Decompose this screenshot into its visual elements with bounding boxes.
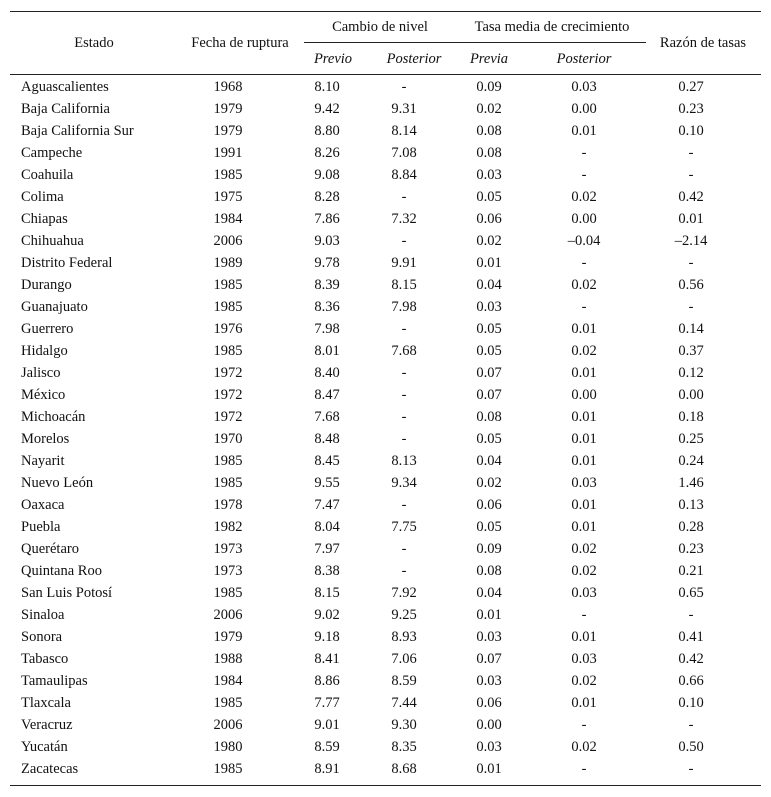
cell-tasa-posterior: 0.00 (571, 211, 597, 227)
cell-fecha-ruptura: 1968 (213, 79, 243, 95)
bottom-rule (10, 785, 761, 786)
cell-razon-tasas: 0.42 (678, 651, 704, 667)
cell-tasa-previa: 0.09 (476, 541, 502, 557)
cell-razon-tasas: - (688, 607, 694, 623)
cell-nivel-previo: 7.86 (314, 211, 340, 227)
cell-tasa-posterior: 0.02 (571, 343, 597, 359)
cell-tasa-previa: 0.05 (476, 189, 502, 205)
cell-nivel-previo: 8.39 (314, 277, 340, 293)
cell-razon-tasas: 0.42 (678, 189, 704, 205)
cell-nivel-previo: 7.77 (314, 695, 340, 711)
cell-estado: Veracruz (21, 717, 73, 733)
cell-nivel-previo: 9.02 (314, 607, 340, 623)
cell-nivel-posterior: 9.25 (391, 607, 417, 623)
cell-nivel-previo: 8.10 (314, 79, 340, 95)
cell-razon-tasas: 0.24 (678, 453, 704, 469)
cell-tasa-previa: 0.05 (476, 431, 502, 447)
cell-tasa-previa: 0.04 (476, 453, 502, 469)
cell-tasa-previa: 0.05 (476, 519, 502, 535)
cell-nivel-previo: 9.78 (314, 255, 340, 271)
cell-tasa-posterior: 0.01 (571, 409, 597, 425)
cell-estado: Oaxaca (21, 497, 65, 513)
cell-fecha-ruptura: 1972 (213, 387, 243, 403)
cell-nivel-previo: 8.86 (314, 673, 340, 689)
cell-nivel-previo: 7.98 (314, 321, 340, 337)
cell-estado: Aguascalientes (21, 79, 109, 95)
header-fecha-ruptura: Fecha de ruptura (191, 35, 289, 51)
cell-nivel-previo: 8.48 (314, 431, 340, 447)
cell-nivel-previo: 8.59 (314, 739, 340, 755)
subheader-previa: Previa (469, 51, 509, 67)
cell-tasa-posterior: 0.03 (571, 585, 597, 601)
cell-tasa-previa: 0.07 (476, 387, 502, 403)
cell-estado: Quintana Roo (21, 563, 102, 579)
cell-estado: Tabasco (21, 651, 69, 667)
cell-nivel-previo: 9.03 (314, 233, 340, 249)
cell-estado: Tamaulipas (21, 673, 88, 689)
group-rule-cambio (304, 42, 464, 43)
header-estado: Estado (74, 35, 114, 51)
cell-nivel-posterior: 7.44 (391, 695, 417, 711)
cell-estado: Michoacán (21, 409, 86, 425)
cell-nivel-previo: 9.42 (314, 101, 340, 117)
cell-fecha-ruptura: 1985 (213, 167, 243, 183)
cell-tasa-posterior: 0.03 (571, 79, 597, 95)
cell-nivel-posterior: - (401, 563, 407, 579)
cell-tasa-previa: 0.02 (476, 101, 502, 117)
cell-razon-tasas: 0.21 (678, 563, 704, 579)
cell-tasa-previa: 0.03 (476, 739, 502, 755)
cell-tasa-previa: 0.09 (476, 79, 502, 95)
cell-estado: Puebla (21, 519, 61, 535)
cell-fecha-ruptura: 1985 (213, 299, 243, 315)
cell-razon-tasas: 0.25 (678, 431, 704, 447)
cell-tasa-posterior: 0.02 (571, 189, 597, 205)
cell-fecha-ruptura: 1972 (213, 365, 243, 381)
cell-tasa-previa: 0.04 (476, 585, 502, 601)
cell-razon-tasas: 0.65 (678, 585, 704, 601)
cell-estado: Yucatán (21, 739, 68, 755)
cell-tasa-posterior: - (581, 145, 587, 161)
cell-nivel-posterior: 8.68 (391, 761, 417, 777)
cell-razon-tasas: 0.37 (678, 343, 704, 359)
cell-fecha-ruptura: 1985 (213, 277, 243, 293)
cell-nivel-posterior: 7.08 (391, 145, 417, 161)
cell-tasa-previa: 0.06 (476, 497, 502, 513)
cell-nivel-posterior: 9.31 (391, 101, 417, 117)
cell-tasa-previa: 0.01 (476, 607, 502, 623)
cell-razon-tasas: 0.50 (678, 739, 704, 755)
cell-nivel-previo: 8.15 (314, 585, 340, 601)
cell-fecha-ruptura: 1985 (213, 475, 243, 491)
cell-razon-tasas: 0.18 (678, 409, 704, 425)
cell-nivel-posterior: 8.84 (391, 167, 417, 183)
cell-tasa-previa: 0.07 (476, 365, 502, 381)
cell-nivel-previo: 8.38 (314, 563, 340, 579)
subheader-previo: Previo (313, 51, 353, 67)
cell-estado: Chiapas (21, 211, 68, 227)
cell-tasa-posterior: 0.02 (571, 739, 597, 755)
cell-tasa-posterior: 0.02 (571, 673, 597, 689)
cell-tasa-previa: 0.02 (476, 475, 502, 491)
subheader-posterior-nivel: Posterior (386, 51, 442, 67)
cell-estado: Campeche (21, 145, 83, 161)
cell-estado: Guanajuato (21, 299, 88, 315)
cell-tasa-posterior: 0.01 (571, 431, 597, 447)
cell-estado: Guerrero (21, 321, 74, 337)
cell-fecha-ruptura: 1970 (213, 431, 243, 447)
cell-tasa-posterior: - (581, 717, 587, 733)
cell-nivel-posterior: - (401, 431, 407, 447)
cell-nivel-previo: 9.55 (314, 475, 340, 491)
cell-tasa-posterior: - (581, 761, 587, 777)
cell-nivel-posterior: 8.13 (391, 453, 417, 469)
cell-fecha-ruptura: 2006 (213, 717, 243, 733)
cell-razon-tasas: - (688, 717, 694, 733)
cell-tasa-posterior: 0.02 (571, 541, 597, 557)
cell-tasa-posterior: 0.01 (571, 365, 597, 381)
cell-fecha-ruptura: 1985 (213, 695, 243, 711)
cell-tasa-posterior: 0.00 (571, 101, 597, 117)
cell-nivel-previo: 7.68 (314, 409, 340, 425)
cell-fecha-ruptura: 2006 (213, 607, 243, 623)
cell-estado: Jalisco (21, 365, 61, 381)
cell-razon-tasas: 0.41 (678, 629, 704, 645)
cell-nivel-posterior: 7.98 (391, 299, 417, 315)
subheader-posterior-tasa: Posterior (556, 51, 612, 67)
cell-razon-tasas: 0.12 (678, 365, 704, 381)
cell-fecha-ruptura: 1984 (213, 673, 243, 689)
cell-fecha-ruptura: 1973 (213, 541, 243, 557)
cell-nivel-posterior: 8.14 (391, 123, 417, 139)
cell-nivel-posterior: 9.30 (391, 717, 417, 733)
cell-razon-tasas: 0.27 (678, 79, 704, 95)
cell-tasa-posterior: 0.02 (571, 563, 597, 579)
cell-tasa-previa: 0.01 (476, 761, 502, 777)
cell-nivel-posterior: - (401, 365, 407, 381)
cell-tasa-previa: 0.03 (476, 673, 502, 689)
cell-tasa-previa: 0.04 (476, 277, 502, 293)
cell-nivel-posterior: - (401, 321, 407, 337)
cell-tasa-previa: 0.02 (476, 233, 502, 249)
cell-tasa-previa: 0.03 (476, 629, 502, 645)
cell-fecha-ruptura: 1985 (213, 453, 243, 469)
cell-tasa-posterior: - (581, 255, 587, 271)
cell-razon-tasas: 1.46 (678, 475, 704, 491)
cell-estado: Sinaloa (21, 607, 65, 623)
header-bottom-rule (10, 74, 761, 75)
cell-fecha-ruptura: 1991 (213, 145, 243, 161)
cell-estado: Colima (21, 189, 64, 205)
cell-nivel-previo: 8.41 (314, 651, 340, 667)
cell-nivel-previo: 8.04 (314, 519, 340, 535)
cell-fecha-ruptura: 1975 (213, 189, 243, 205)
cell-nivel-previo: 8.40 (314, 365, 340, 381)
cell-nivel-posterior: 8.59 (391, 673, 417, 689)
cell-estado: Baja California (21, 101, 110, 117)
cell-fecha-ruptura: 1979 (213, 123, 243, 139)
cell-tasa-posterior: - (581, 607, 587, 623)
cell-tasa-previa: 0.03 (476, 167, 502, 183)
cell-tasa-posterior: 0.02 (571, 277, 597, 293)
cell-fecha-ruptura: 1988 (213, 651, 243, 667)
cell-nivel-previo: 7.97 (314, 541, 340, 557)
cell-estado: San Luis Potosí (21, 585, 113, 601)
cell-nivel-previo: 8.45 (314, 453, 340, 469)
cell-fecha-ruptura: 1979 (213, 629, 243, 645)
cell-estado: Morelos (21, 431, 70, 447)
cell-nivel-previo: 9.18 (314, 629, 340, 645)
cell-tasa-previa: 0.06 (476, 211, 502, 227)
cell-nivel-previo: 8.91 (314, 761, 340, 777)
cell-razon-tasas: 0.00 (678, 387, 704, 403)
group-rule-tasa (464, 42, 646, 43)
cell-razon-tasas: 0.01 (678, 211, 704, 227)
cell-tasa-posterior: 0.00 (571, 387, 597, 403)
cell-nivel-posterior: 9.34 (391, 475, 417, 491)
cell-nivel-previo: 8.80 (314, 123, 340, 139)
cell-razon-tasas: 0.10 (678, 695, 704, 711)
cell-estado: Nuevo León (21, 475, 94, 491)
cell-tasa-posterior: 0.01 (571, 453, 597, 469)
top-rule (10, 11, 761, 12)
cell-tasa-previa: 0.08 (476, 409, 502, 425)
cell-nivel-previo: 8.28 (314, 189, 340, 205)
cell-fecha-ruptura: 1979 (213, 101, 243, 117)
cell-tasa-posterior: 0.01 (571, 519, 597, 535)
cell-estado: Distrito Federal (21, 255, 113, 271)
cell-nivel-posterior: 8.15 (391, 277, 417, 293)
cell-nivel-posterior: 7.32 (391, 211, 417, 227)
cell-fecha-ruptura: 1985 (213, 585, 243, 601)
cell-tasa-previa: 0.06 (476, 695, 502, 711)
cell-estado: Durango (21, 277, 72, 293)
cell-estado: Coahuila (21, 167, 74, 183)
cell-tasa-posterior: 0.03 (571, 475, 597, 491)
cell-estado: Nayarit (21, 453, 65, 469)
cell-razon-tasas: 0.28 (678, 519, 704, 535)
cell-tasa-posterior: 0.01 (571, 629, 597, 645)
cell-tasa-posterior: - (581, 167, 587, 183)
cell-nivel-previo: 8.47 (314, 387, 340, 403)
cell-tasa-posterior: 0.01 (571, 497, 597, 513)
cell-nivel-posterior: - (401, 387, 407, 403)
cell-razon-tasas: 0.23 (678, 541, 704, 557)
cell-razon-tasas: 0.56 (678, 277, 704, 293)
cell-tasa-previa: 0.08 (476, 563, 502, 579)
cell-fecha-ruptura: 1980 (213, 739, 243, 755)
cell-tasa-posterior: 0.01 (571, 321, 597, 337)
cell-tasa-previa: 0.01 (476, 255, 502, 271)
cell-fecha-ruptura: 1985 (213, 761, 243, 777)
cell-nivel-posterior: 8.93 (391, 629, 417, 645)
cell-razon-tasas: 0.14 (678, 321, 704, 337)
cell-tasa-previa: 0.08 (476, 123, 502, 139)
cell-nivel-posterior: 7.92 (391, 585, 417, 601)
cell-razon-tasas: 0.23 (678, 101, 704, 117)
cell-nivel-posterior: 8.35 (391, 739, 417, 755)
cell-nivel-posterior: - (401, 541, 407, 557)
cell-fecha-ruptura: 1989 (213, 255, 243, 271)
cell-tasa-previa: 0.08 (476, 145, 502, 161)
cell-nivel-previo: 7.47 (314, 497, 340, 513)
cell-fecha-ruptura: 1973 (213, 563, 243, 579)
cell-tasa-previa: 0.05 (476, 321, 502, 337)
cell-tasa-previa: 0.00 (476, 717, 502, 733)
cell-tasa-posterior: 0.01 (571, 123, 597, 139)
cell-estado: Hidalgo (21, 343, 68, 359)
cell-nivel-previo: 8.26 (314, 145, 340, 161)
cell-estado: Baja California Sur (21, 123, 134, 139)
cell-estado: Tlaxcala (21, 695, 71, 711)
cell-fecha-ruptura: 1984 (213, 211, 243, 227)
cell-nivel-posterior: 7.75 (391, 519, 417, 535)
cell-fecha-ruptura: 2006 (213, 233, 243, 249)
cell-nivel-posterior: - (401, 409, 407, 425)
cell-estado: Sonora (21, 629, 63, 645)
cell-razon-tasas: - (688, 761, 694, 777)
cell-tasa-posterior: - (581, 299, 587, 315)
cell-nivel-posterior: - (401, 189, 407, 205)
cell-estado: Chihuahua (21, 233, 84, 249)
cell-nivel-previo: 8.36 (314, 299, 340, 315)
cell-razon-tasas: - (688, 255, 694, 271)
cell-fecha-ruptura: 1972 (213, 409, 243, 425)
cell-tasa-previa: 0.07 (476, 651, 502, 667)
cell-tasa-previa: 0.03 (476, 299, 502, 315)
cell-nivel-posterior: - (401, 497, 407, 513)
cell-razon-tasas: 0.10 (678, 123, 704, 139)
cell-razon-tasas: - (688, 299, 694, 315)
cell-tasa-previa: 0.05 (476, 343, 502, 359)
cell-tasa-posterior: –0.04 (567, 233, 601, 249)
cell-razon-tasas: - (688, 145, 694, 161)
cell-estado: México (21, 387, 66, 403)
cell-nivel-posterior: - (401, 233, 407, 249)
cell-nivel-posterior: 7.68 (391, 343, 417, 359)
cell-razon-tasas: 0.13 (678, 497, 704, 513)
cell-nivel-posterior: 9.91 (391, 255, 417, 271)
header-tasa-media: Tasa media de crecimiento (474, 19, 630, 35)
cell-razon-tasas: 0.66 (678, 673, 704, 689)
header-cambio-nivel: Cambio de nivel (332, 19, 428, 35)
cell-nivel-posterior: 7.06 (391, 651, 417, 667)
cell-razon-tasas: - (688, 167, 694, 183)
cell-razon-tasas: –2.14 (674, 233, 708, 249)
cell-nivel-posterior: - (401, 79, 407, 95)
header-razon-tasas: Razón de tasas (659, 35, 747, 51)
cell-estado: Zacatecas (21, 761, 79, 777)
cell-fecha-ruptura: 1982 (213, 519, 243, 535)
cell-tasa-posterior: 0.01 (571, 695, 597, 711)
cell-estado: Querétaro (21, 541, 79, 557)
cell-fecha-ruptura: 1985 (213, 343, 243, 359)
cell-nivel-previo: 9.08 (314, 167, 340, 183)
cell-nivel-previo: 8.01 (314, 343, 340, 359)
cell-fecha-ruptura: 1976 (213, 321, 243, 337)
cell-tasa-posterior: 0.03 (571, 651, 597, 667)
cell-fecha-ruptura: 1978 (213, 497, 243, 513)
cell-nivel-previo: 9.01 (314, 717, 340, 733)
